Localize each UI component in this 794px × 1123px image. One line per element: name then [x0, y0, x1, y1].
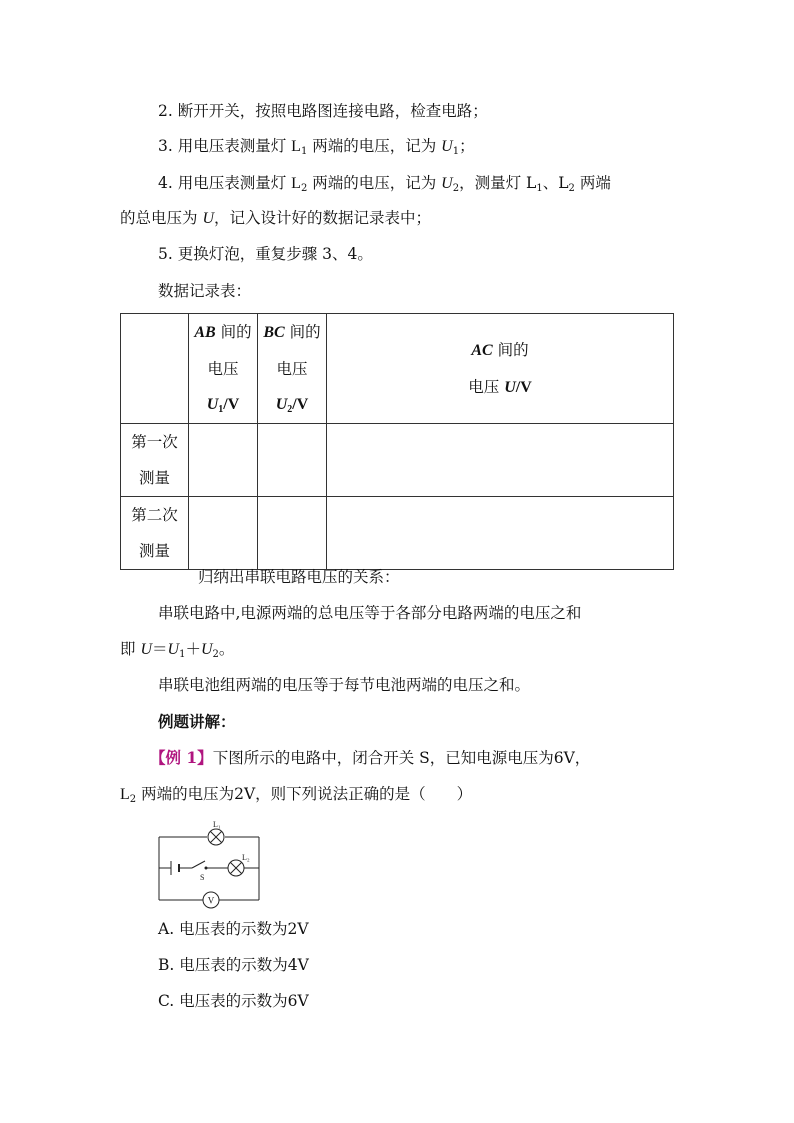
step-3-text-c: ； [459, 137, 475, 155]
step-4-text-b: 两端的电压，记为 [307, 174, 442, 192]
lamp-l1-label: L₁ [213, 820, 221, 829]
cell-ac-1 [327, 424, 674, 497]
formula-plus: ＋ [185, 640, 201, 658]
table-caption: 数据记录表： [158, 282, 252, 300]
conclusion-prefix: 即 [120, 640, 141, 658]
example-lamp-sub: 2 [129, 794, 137, 805]
step-4-line-1 [158, 173, 611, 194]
header-ab-suffix: 间的 [215, 323, 252, 341]
conclusion-line-2 [120, 639, 234, 660]
voltmeter-label: V [207, 895, 215, 906]
step-4-text-c: ，测量灯 L [459, 174, 537, 192]
header-bc-label: BC [263, 324, 285, 341]
example-question-text: 下图所示的电路中，闭合开关 S，已知电源电压为6V， [212, 749, 591, 767]
step-4-lamp-sub: 2 [300, 183, 308, 194]
lamp-l2-icon [228, 860, 244, 876]
header-ab [189, 314, 258, 424]
step-4-text-f: 的总电压为 [120, 209, 203, 227]
step-4-voltage: U [441, 175, 453, 192]
table-row [121, 424, 674, 497]
header-bc-u: U [275, 396, 288, 413]
formula-end: 。 [218, 640, 235, 658]
summary-heading: 归纳出串联电路电压的关系： [198, 568, 400, 586]
row-label-1: 第一次 测量 [121, 424, 189, 497]
example-tag: 【例 1】 [150, 748, 213, 767]
lamp-l2-label: L₂ [242, 853, 250, 862]
header-empty-cell [121, 314, 189, 424]
header-ac [327, 314, 674, 424]
formula-u1: U [167, 641, 180, 658]
step-4-text-e: 两端 [574, 174, 611, 192]
step-4-text-d: 、L [542, 174, 569, 192]
header-bc-voltage: 电压 [276, 360, 308, 378]
header-ac-unit: /V [515, 378, 532, 396]
step-4-text-a: 4. 用电压表测量灯 [158, 174, 292, 192]
header-ac-u: U [504, 378, 516, 396]
switch-label: S [200, 873, 205, 882]
header-ab-voltage: 电压 [207, 360, 239, 378]
example-question-line-2 [120, 784, 472, 805]
battery-icon [171, 861, 179, 875]
option-a: A. 电压表的示数为2V [158, 920, 309, 938]
circuit-diagram [150, 818, 265, 910]
step-3-voltage-sub: 1 [452, 146, 460, 157]
header-ab-u: U [206, 396, 219, 413]
header-bc-unit: /V [292, 396, 309, 413]
example-lamp: L [120, 786, 130, 803]
step-3-text-a: 3. 用电压表测量灯 [158, 137, 292, 155]
step-3-text-b: 两端的电压，记为 [307, 137, 442, 155]
cell-bc-2 [258, 497, 327, 570]
data-record-table [120, 313, 674, 570]
battery-rule: 串联电池组两端的电压等于每节电池两端的电压之和。 [158, 676, 531, 694]
step-3-lamp: L [291, 138, 301, 155]
step-4-text-g: ，记入设计好的数据记录表中； [214, 209, 432, 227]
header-ac-label: AC [471, 341, 493, 359]
cell-ac-2 [327, 497, 674, 570]
header-ac-suffix: 间的 [492, 340, 529, 359]
option-c: C. 电压表的示数为6V [158, 992, 309, 1010]
formula-u2-sub: 2 [212, 649, 219, 660]
step-4-total-voltage: U [202, 210, 214, 227]
formula-eq: ＝ [152, 640, 168, 658]
header-bc-u-sub: 2 [287, 404, 293, 415]
step-4-l1-sub: 1 [536, 183, 543, 194]
header-ac-voltage: 电压 [468, 377, 505, 396]
step-4-l2-sub: 2 [568, 183, 575, 194]
option-b: B. 电压表的示数为4V [158, 956, 309, 974]
header-ab-label: AB [194, 324, 216, 341]
example-heading: 例题讲解： [158, 712, 236, 731]
table-header-row [121, 314, 674, 424]
cell-bc-1 [258, 424, 327, 497]
step-4-lamp: L [291, 175, 301, 192]
formula-u2: U [200, 641, 213, 658]
step-3 [158, 136, 475, 157]
example-question-line-1 [150, 748, 590, 768]
row-label-2: 第二次 测量 [121, 497, 189, 570]
header-ab-unit: /V [223, 396, 240, 413]
header-bc [258, 314, 327, 424]
cell-ab-1 [189, 424, 258, 497]
step-4-line-2 [120, 208, 431, 229]
header-ab-u-sub: 1 [218, 404, 224, 415]
step-4-voltage-sub: 2 [452, 183, 460, 194]
step-5: 5. 更换灯泡，重复步骤 3、4。 [158, 245, 373, 263]
cell-ab-2 [189, 497, 258, 570]
step-3-voltage: U [441, 138, 453, 155]
table-row [121, 497, 674, 570]
header-bc-suffix: 间的 [284, 323, 321, 341]
formula-u: U [140, 641, 152, 658]
formula-u1-sub: 1 [179, 649, 186, 660]
conclusion-line-1: 串联电路中,电源两端的总电压等于各部分电路两端的电压之和 [158, 604, 582, 622]
switch-icon [192, 861, 207, 869]
example-question-rest: 两端的电压为2V，则下列说法正确的是（ ） [136, 785, 473, 803]
step-3-lamp-sub: 1 [300, 146, 308, 157]
step-2: 2. 断开开关，按照电路图连接电路，检查电路； [158, 102, 488, 120]
lamp-l1-icon [208, 829, 224, 845]
